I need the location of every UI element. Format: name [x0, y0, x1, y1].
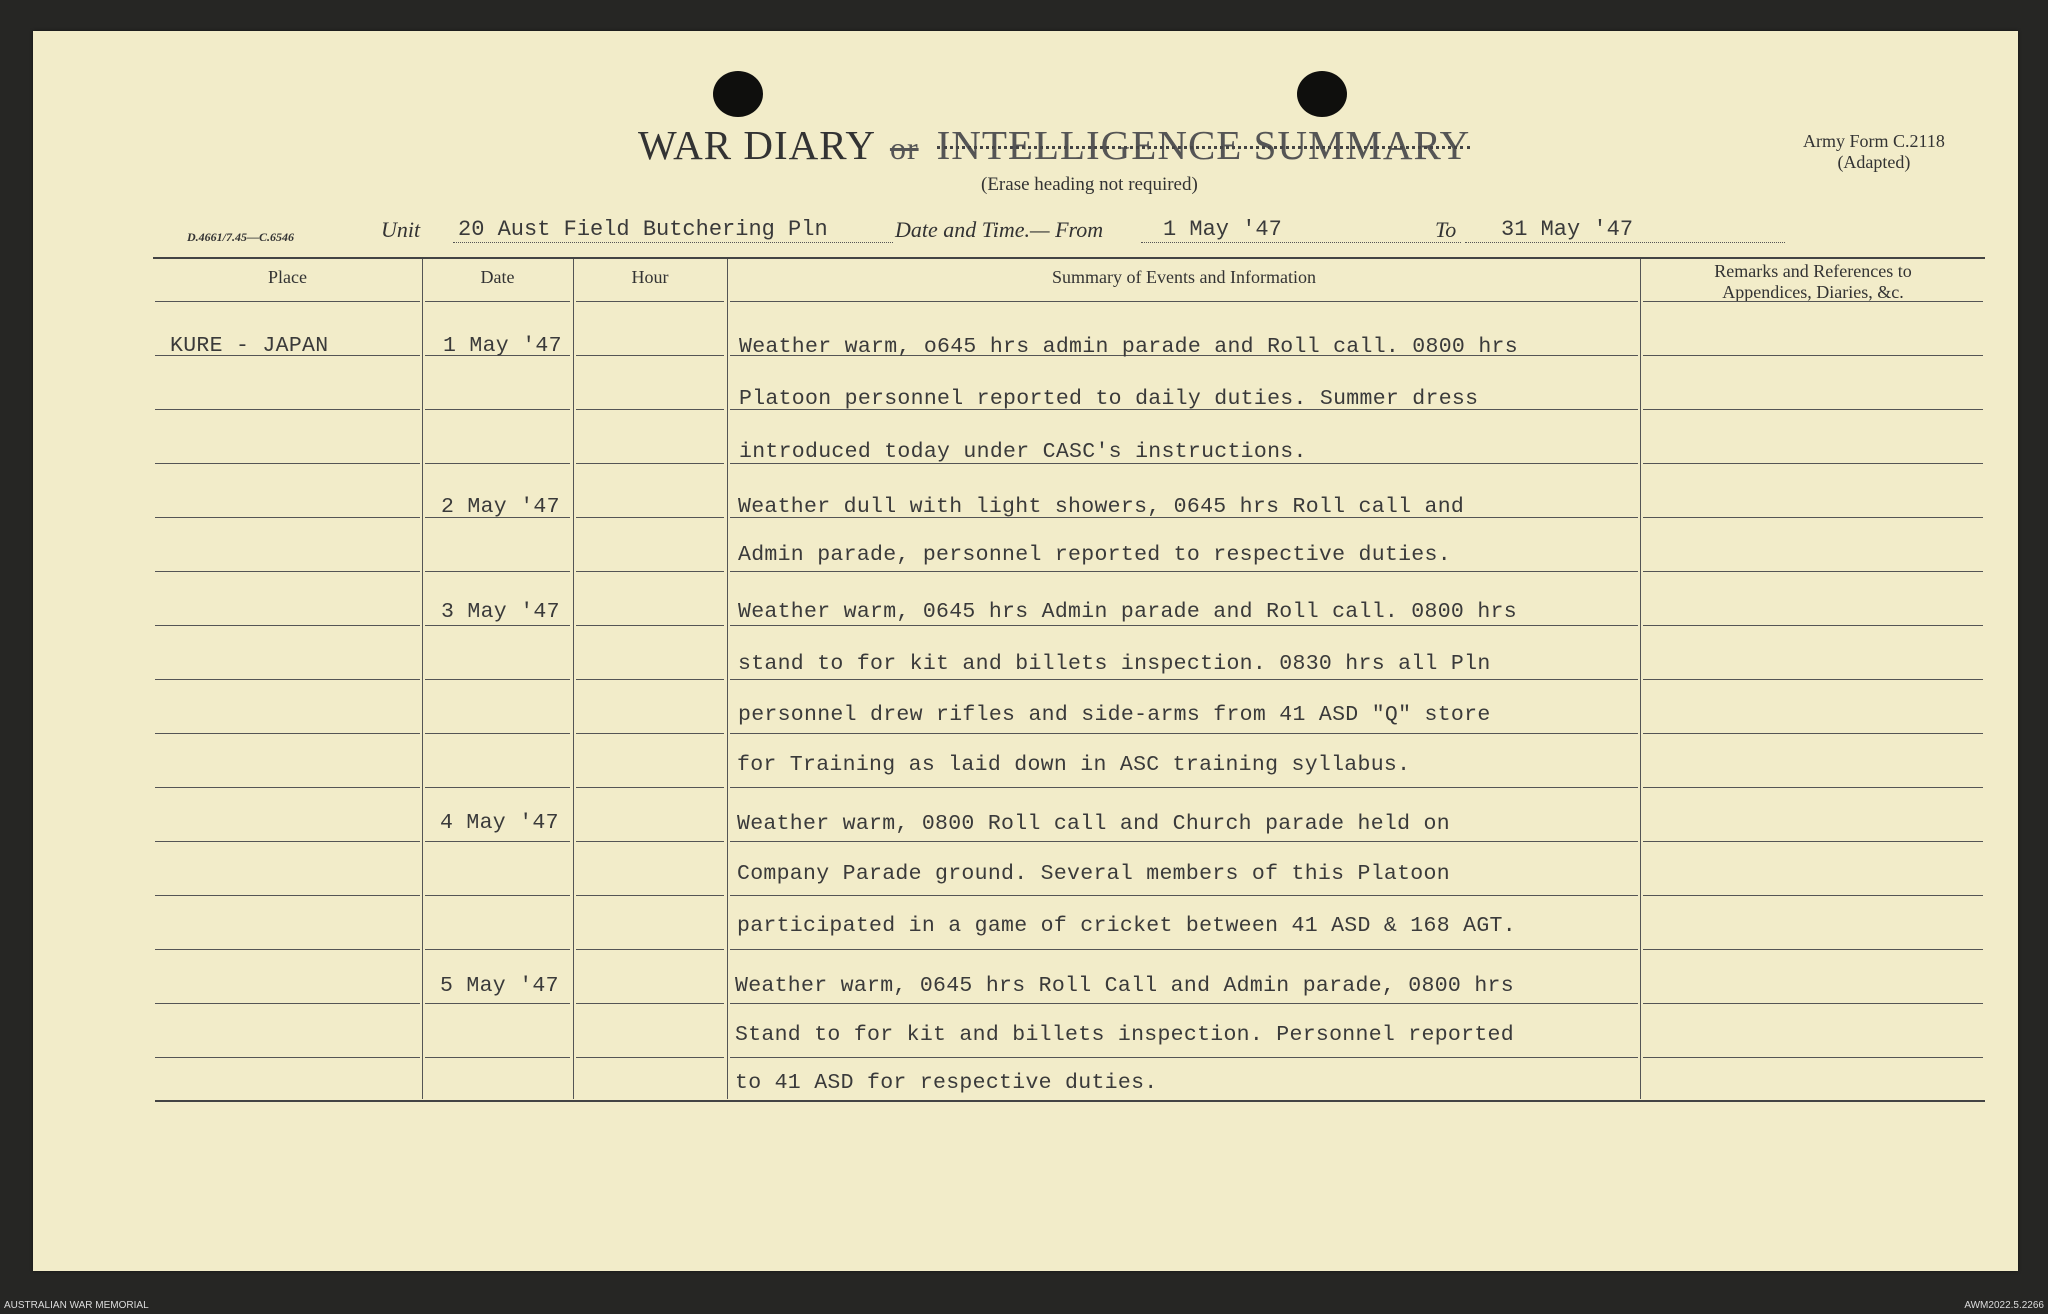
- ruled-line: [155, 841, 420, 842]
- summary-line: Weather warm, 0800 Roll call and Church parade held on: [737, 812, 1450, 836]
- ruled-line: [155, 895, 420, 896]
- ruled-line: [155, 517, 420, 518]
- ruled-line: [576, 1003, 724, 1004]
- ruled-line: [155, 787, 420, 788]
- summary-line: introduced today under CASC's instructions.: [739, 440, 1307, 464]
- column-divider: [573, 259, 574, 1099]
- date-entry: 5 May '47: [440, 974, 559, 998]
- summary-line: Stand to for kit and billets inspection. Personnel reported: [735, 1023, 1514, 1047]
- ruled-line: [155, 625, 420, 626]
- ruled-line: [576, 679, 724, 680]
- ruled-line: [155, 679, 420, 680]
- col-header-remarks-line1: Remarks and References to: [1714, 261, 1912, 281]
- to-label: To: [1435, 217, 1457, 242]
- ruled-line: [576, 355, 724, 356]
- ruled-line: [576, 517, 724, 518]
- date-entry: 1 May '47: [443, 334, 562, 358]
- form-code: D.4661/7.45—C.6546: [187, 230, 295, 244]
- war-diary-page: [33, 31, 2018, 1271]
- summary-line: participated in a game of cricket between 41 ASD & 168 AGT.: [737, 914, 1516, 938]
- ruled-line: [576, 841, 724, 842]
- summary-line: Weather warm, 0645 hrs Admin parade and Roll call. 0800 hrs: [738, 600, 1517, 624]
- ruled-line: [1643, 517, 1983, 518]
- footer-accession-number: AWM2022.5.2266: [1964, 1300, 2044, 1311]
- unit-label: Unit: [381, 217, 421, 242]
- ruled-line: [155, 949, 420, 950]
- ruled-line: [576, 625, 724, 626]
- date-time-label: Date and Time.— From: [895, 217, 1104, 242]
- summary-line: stand to for kit and billets inspection. 0830 hrs all Pln: [738, 652, 1491, 676]
- ruled-line: [425, 409, 570, 410]
- col-header-date: Date: [480, 267, 515, 287]
- col-header-remarks: [1643, 261, 1983, 303]
- summary-line: Admin parade, personnel reported to respective duties.: [738, 543, 1451, 567]
- ruled-line: [576, 949, 724, 950]
- column-divider: [727, 259, 728, 1099]
- ruled-line: [155, 409, 420, 410]
- ruled-line: [1643, 571, 1983, 572]
- ruled-line: [425, 1003, 570, 1004]
- ruled-line: [155, 301, 420, 302]
- ruled-line: [576, 463, 724, 464]
- column-divider: [1640, 259, 1641, 1099]
- ruled-line: [1643, 1057, 1983, 1058]
- ruled-line: [155, 463, 420, 464]
- ruled-line: [576, 787, 724, 788]
- ruled-line: [1643, 409, 1983, 410]
- from-underline: [1141, 242, 1461, 243]
- page-title: [638, 121, 1538, 169]
- ruled-line: [155, 1003, 420, 1004]
- ruled-line: [730, 571, 1638, 572]
- ruled-line: [425, 571, 570, 572]
- title-war-diary: WAR DIARY: [638, 122, 876, 168]
- unit-underline: [453, 242, 893, 243]
- col-header-summary: Summary of Events and Information: [1052, 267, 1316, 287]
- ruled-line: [425, 301, 570, 302]
- title-or: or: [889, 130, 919, 166]
- summary-line: Weather warm, o645 hrs admin parade and Roll call. 0800 hrs: [739, 335, 1518, 359]
- column-divider: [422, 259, 423, 1099]
- ruled-line: [576, 733, 724, 734]
- ruled-line: [1643, 679, 1983, 680]
- army-form-adapted: (Adapted): [1837, 152, 1911, 172]
- ruled-line: [155, 733, 420, 734]
- date-entry: 3 May '47: [441, 600, 560, 624]
- ruled-line: [1643, 463, 1983, 464]
- ruled-line: [730, 301, 1638, 302]
- ruled-line: [1643, 301, 1983, 302]
- to-underline: [1465, 242, 1785, 243]
- ruled-line: [425, 895, 570, 896]
- date-entry: 2 May '47: [441, 495, 560, 519]
- ruled-line: [576, 301, 724, 302]
- ruled-line: [730, 679, 1638, 680]
- summary-line: Company Parade ground. Several members of this Platoon: [737, 862, 1450, 886]
- footer-archive-name: AUSTRALIAN WAR MEMORIAL: [4, 1300, 149, 1311]
- summary-line: Platoon personnel reported to daily duties. Summer dress: [739, 387, 1479, 411]
- to-date-value: 31 May '47: [1501, 217, 1634, 242]
- place-entry: KURE - JAPAN: [170, 334, 329, 358]
- ruled-line: [425, 733, 570, 734]
- ruled-line: [425, 463, 570, 464]
- ruled-line: [730, 1057, 1638, 1058]
- ruled-line: [425, 787, 570, 788]
- ruled-line: [155, 571, 420, 572]
- ruled-line: [730, 733, 1638, 734]
- summary-line: Weather warm, 0645 hrs Roll Call and Admin parade, 0800 hrs: [735, 974, 1514, 998]
- ruled-line: [425, 625, 570, 626]
- ruled-line: [576, 571, 724, 572]
- ruled-line: [425, 841, 570, 842]
- ruled-line: [1643, 949, 1983, 950]
- ruled-line: [1643, 787, 1983, 788]
- army-form-number: Army Form C.2118: [1803, 131, 1945, 151]
- ruled-line: [730, 625, 1638, 626]
- summary-line: to 41 ASD for respective duties.: [735, 1071, 1158, 1095]
- ruled-line: [730, 949, 1638, 950]
- army-form-label: [1803, 131, 1945, 173]
- ruled-line: [576, 1057, 724, 1058]
- summary-line: personnel drew rifles and side-arms from 41 ASD "Q" store: [738, 703, 1491, 727]
- punch-hole: [713, 71, 763, 117]
- table-bottom-rule: [155, 1100, 1985, 1102]
- ruled-line: [425, 1057, 570, 1058]
- ruled-line: [425, 949, 570, 950]
- ruled-line: [425, 679, 570, 680]
- ruled-line: [1643, 895, 1983, 896]
- ruled-line: [1643, 625, 1983, 626]
- ruled-line: [730, 841, 1638, 842]
- col-header-hour: Hour: [631, 267, 669, 287]
- erase-note: (Erase heading not required): [981, 174, 1198, 195]
- summary-line: Weather dull with light showers, 0645 hrs Roll call and: [738, 495, 1465, 519]
- from-date-value: 1 May '47: [1163, 217, 1282, 242]
- ruled-line: [155, 1057, 420, 1058]
- summary-line: for Training as laid down in ASC training syllabus.: [737, 753, 1411, 777]
- ruled-line: [1643, 841, 1983, 842]
- ruled-line: [1643, 355, 1983, 356]
- ruled-line: [1643, 733, 1983, 734]
- ruled-line: [730, 787, 1638, 788]
- col-header-remarks-line2: Appendices, Diaries, &c.: [1722, 282, 1904, 302]
- ruled-line: [576, 895, 724, 896]
- date-entry: 4 May '47: [440, 811, 559, 835]
- table-top-rule: [153, 257, 1985, 259]
- ruled-line: [730, 1003, 1638, 1004]
- punch-hole: [1297, 71, 1347, 117]
- ruled-line: [730, 895, 1638, 896]
- unit-value: 20 Aust Field Butchering Pln: [458, 217, 828, 242]
- col-header-place: Place: [268, 267, 307, 287]
- ruled-line: [576, 409, 724, 410]
- ruled-line: [1643, 1003, 1983, 1004]
- title-struck-intelligence-summary: INTELLIGENCE SUMMARY: [936, 122, 1471, 168]
